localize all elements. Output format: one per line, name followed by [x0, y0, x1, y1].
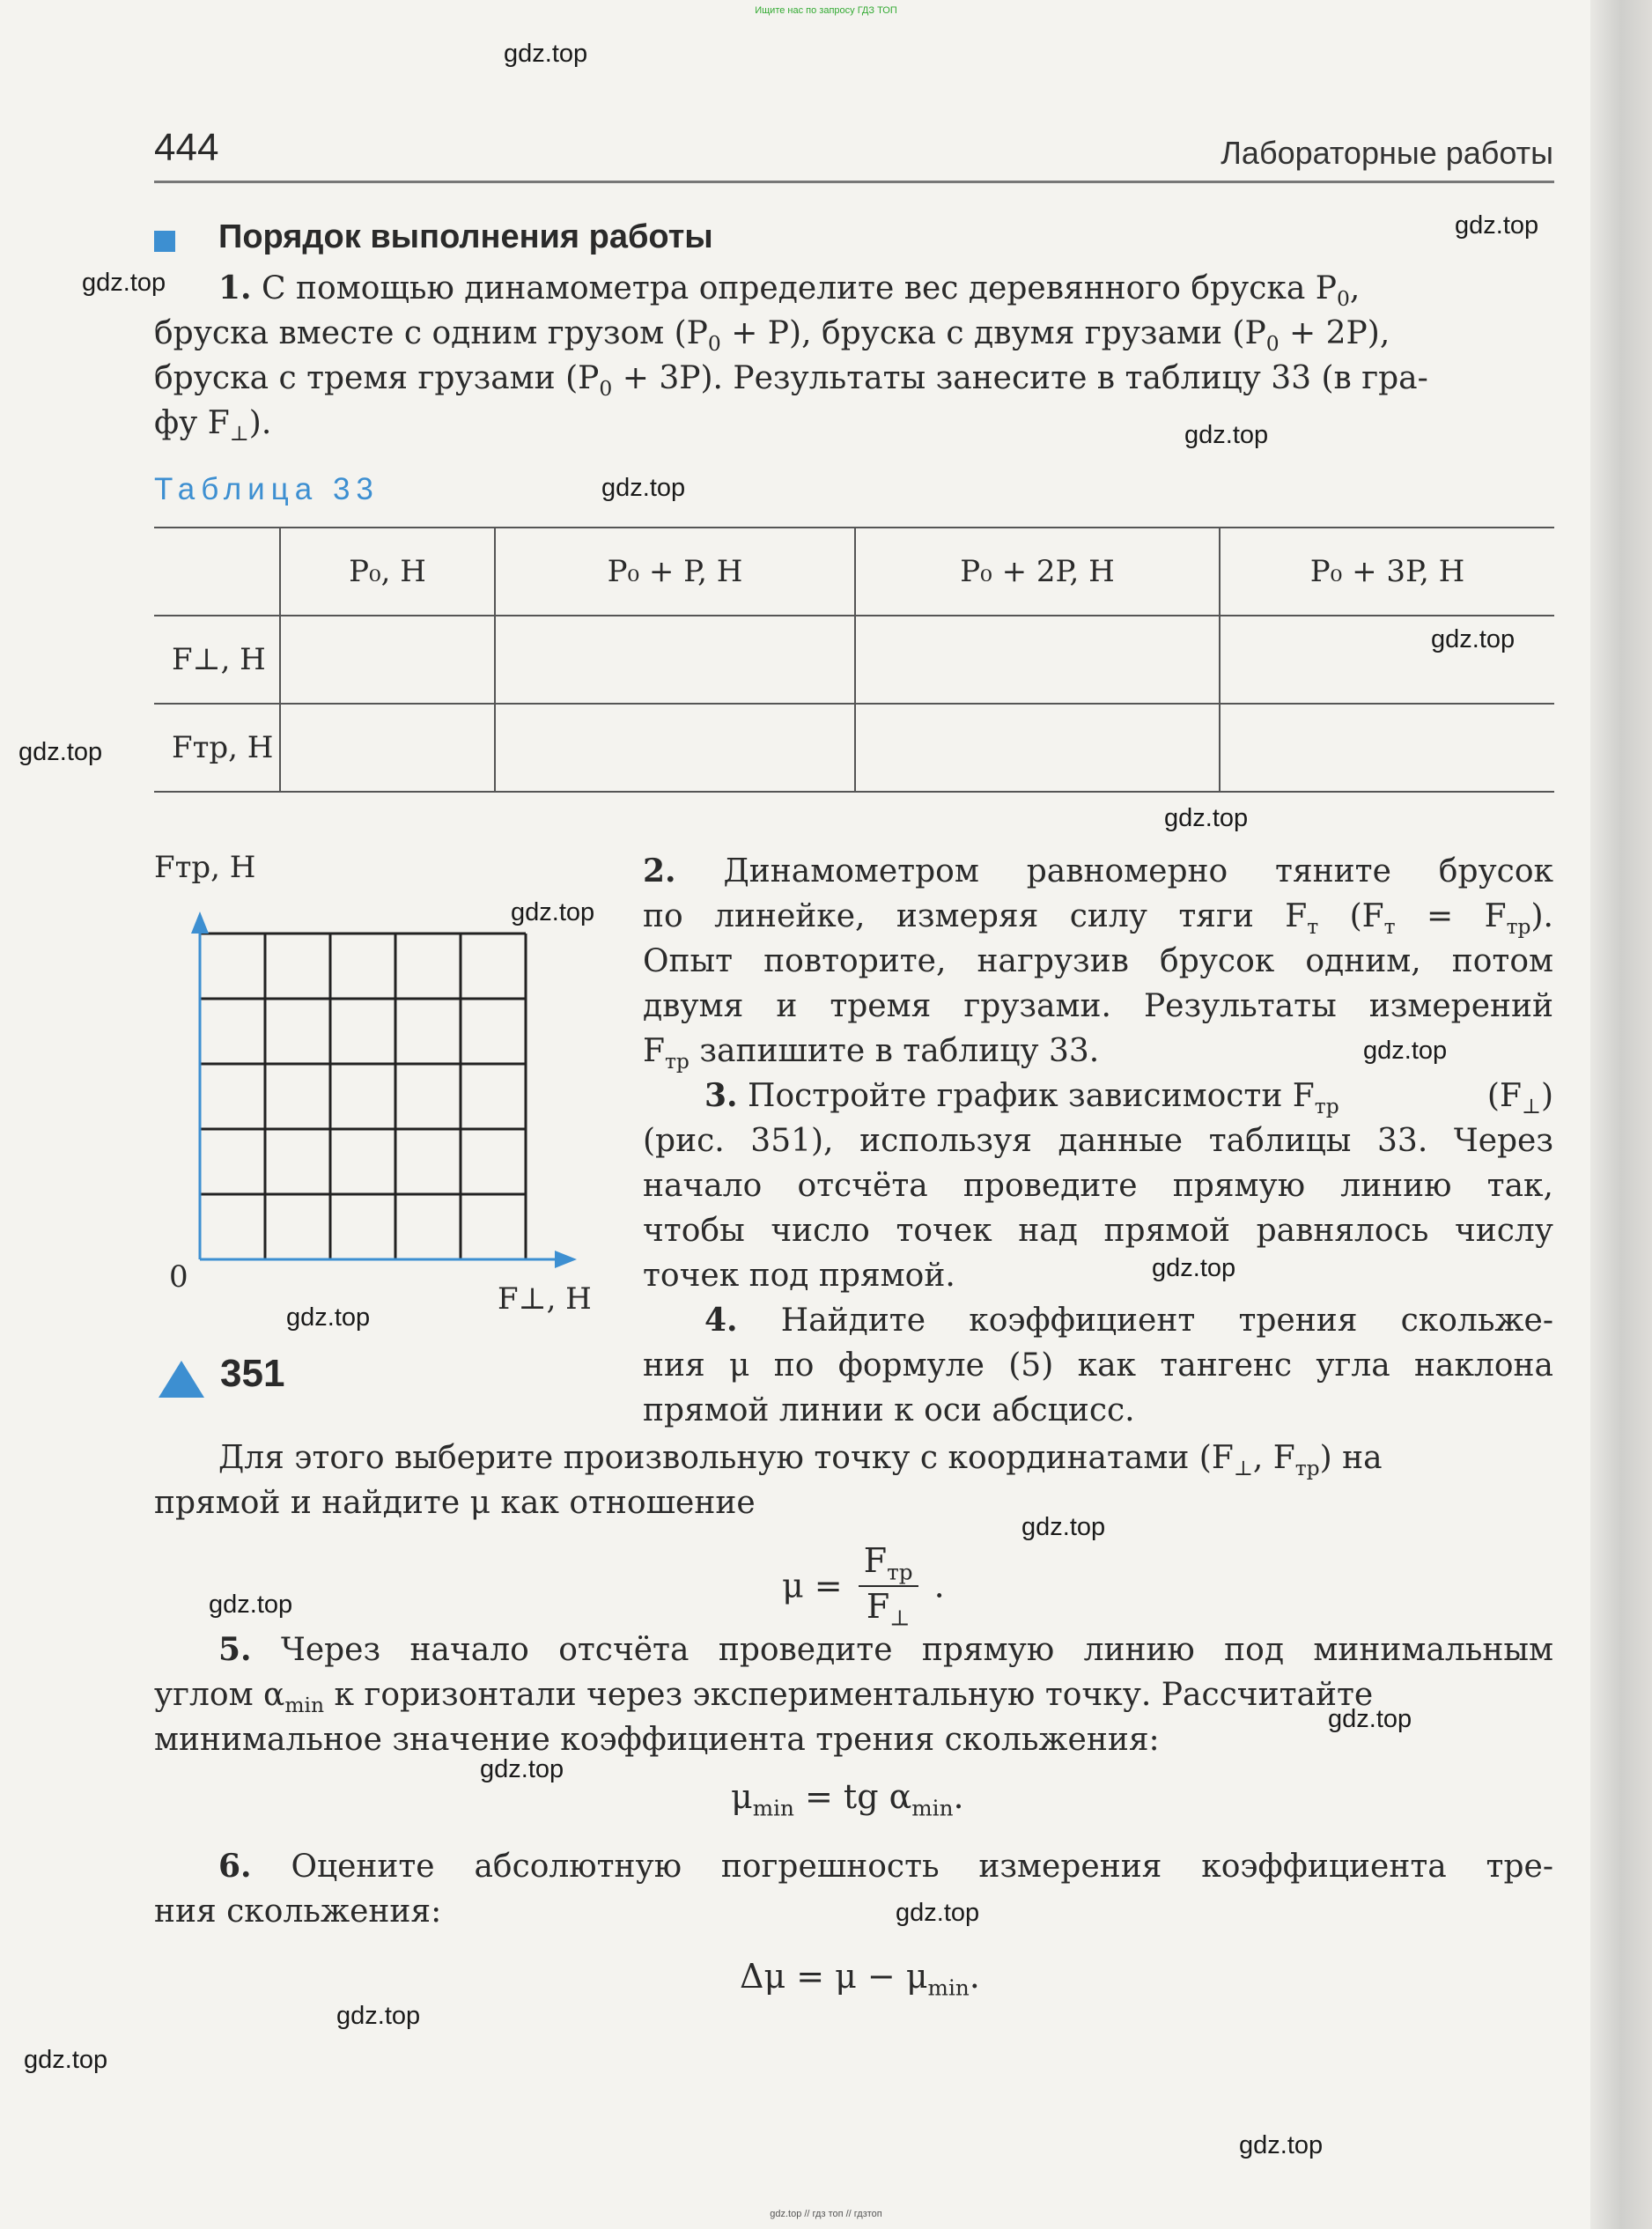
watermark: gdz.top	[511, 898, 595, 926]
watermark: gdz.top	[336, 2002, 421, 2030]
bottom-banner: gdz.top // гдз топ // гдзтоп	[770, 2209, 882, 2219]
watermark: gdz.top	[1431, 625, 1516, 653]
table-cell	[1220, 704, 1554, 792]
top-banner: Ищите нас по запросу ГДЗ ТОП	[755, 5, 897, 16]
formula-delta-mu: $\Delta\mu = \mu - \mu_{min}$.	[740, 1957, 980, 2001]
step-6-number: 6.	[218, 1848, 252, 1885]
step-3-line-3: начало отсчёта проведите прямую линию так,	[643, 1168, 1553, 1204]
step-5-text-2b: к горизонтали через экспериментальную точку. Рассчитайте	[324, 1677, 1374, 1713]
table-header-cell	[154, 528, 280, 616]
step-1-line-2: бруска вместе с одним грузом $(P_0 + P)$, бруска с двумя грузами $(P_0 + 2P)$,	[154, 315, 1390, 357]
step-3-number: 3.	[704, 1077, 738, 1114]
step-3-line-4: чтобы число точек над прямой равнялось числу	[643, 1213, 1553, 1249]
step-2-line-4: двумя и тремя грузами. Результаты измерений	[643, 988, 1553, 1024]
watermark: gdz.top	[209, 1591, 293, 1619]
step-2-line-3: Опыт повторите, нагрузив брусок одним, потом	[643, 943, 1553, 979]
step-1-text-3b: + 3P). Результаты занесите в таблицу 33 (в гра-	[612, 360, 1428, 396]
table-row	[154, 616, 1554, 704]
step-4-line-5: прямой и найдите μ как отношение	[154, 1485, 756, 1521]
watermark: gdz.top	[1021, 1513, 1106, 1541]
step-2-line-5: $F_{тр}$ запишите в таблицу 33.	[643, 1033, 1100, 1074]
step-5-text-1: Через начало отсчёта проведите прямую линию под минимальным	[281, 1632, 1553, 1668]
watermark: gdz.top	[504, 40, 588, 68]
watermark: gdz.top	[1164, 804, 1249, 832]
step-2-line-1	[643, 849, 1553, 894]
watermark: gdz.top	[1239, 2131, 1324, 2159]
watermark: gdz.top	[896, 1899, 980, 1927]
step-1-text-4: фу F	[154, 405, 230, 441]
step-2-text-5: запишите в таблицу 33.	[689, 1033, 1100, 1069]
table-cell	[495, 616, 855, 704]
figure-x-axis-label: F⊥, Н	[498, 1281, 592, 1317]
step-2-line-2: по линейке, измеряя силу тяги $F_т$ $(F_т = F_{тр})$.	[643, 898, 1554, 940]
figure-triangle-icon	[159, 1361, 204, 1398]
watermark: gdz.top	[82, 269, 166, 297]
table-caption: Таблица 33	[154, 472, 380, 506]
watermark: gdz.top	[601, 474, 686, 502]
step-4-line-1	[704, 1298, 1553, 1343]
step-4-line-4: Для этого выберите произвольную точку с координатами ($F_\perp$, $F_{тр}$) на	[218, 1440, 1383, 1481]
step-4-number: 4.	[704, 1302, 738, 1339]
formula-mu-ratio: μ = $F_{тр}$ $F_\perp$ .	[782, 1541, 945, 1631]
step-2-number: 2.	[643, 852, 676, 889]
step-1-text-3a: бруска с тремя грузами (P	[154, 360, 600, 396]
step-5-line-2: углом $\alpha_{min}$ к горизонтали через экспериментальную точку. Рассчитайте	[154, 1677, 1374, 1718]
header-rule	[154, 181, 1554, 183]
step-1-line-4: фу $F_\perp$).	[154, 405, 272, 447]
figure-grid	[200, 934, 526, 1259]
watermark: gdz.top	[480, 1755, 564, 1783]
x-axis-arrow-icon	[555, 1251, 577, 1268]
table-header-cell: P₀ + 2P, Н	[855, 528, 1220, 616]
table-cell	[855, 616, 1220, 704]
table-33	[154, 527, 1554, 793]
watermark: gdz.top	[24, 2046, 108, 2074]
step-4-line-3: прямой линии к оси абсцисс.	[643, 1392, 1135, 1428]
running-header: Лабораторные работы	[1221, 135, 1553, 171]
table-header-cell: P₀ + 3P, Н	[1220, 528, 1554, 616]
step-6-line-1	[218, 1844, 1553, 1889]
table-cell	[280, 616, 495, 704]
table-cell	[280, 704, 495, 792]
table-header-cell: P₀, Н	[280, 528, 495, 616]
step-1-text-1: С помощью динамометра определите вес деревянного бруска P	[262, 270, 1338, 306]
step-1-line-1: 1. С помощью динамометра определите вес деревянного бруска $P_0$,	[218, 269, 1361, 312]
step-2-text-1: Динамометром равномерно тяните брусок	[723, 853, 1553, 889]
step-1-text-2c: + 2P),	[1279, 315, 1390, 351]
step-2-text-2: по линейке, измеряя силу тяги F	[643, 898, 1308, 934]
section-square-icon	[154, 231, 175, 252]
watermark: gdz.top	[18, 738, 103, 766]
table-row-label: F⊥, Н	[154, 616, 280, 704]
figure-y-axis-label: Fтр, Н	[154, 850, 256, 885]
table-header-cell: P₀ + P, Н	[495, 528, 855, 616]
step-5-text-2a: углом α	[154, 1677, 285, 1713]
figure-351-plot	[154, 907, 594, 1277]
step-3-line-2: (рис. 351), используя данные таблицы 33. Через	[643, 1123, 1553, 1159]
step-5-line-3: минимальное значение коэффициента трения скольжения:	[154, 1722, 1160, 1758]
section-title: Порядок выполнения работы	[218, 218, 713, 255]
step-6-line-2: ния скольжения:	[154, 1893, 442, 1930]
step-1-text-2b: + P), бруска с двумя грузами (P	[720, 315, 1266, 351]
step-3-line-1: 3. Постройте график зависимости $F_{тр}$ $(F_\perp)$	[704, 1077, 1553, 1119]
watermark: gdz.top	[1328, 1705, 1412, 1733]
step-3-line-5: точек под прямой.	[643, 1258, 955, 1294]
step-1-line-3: бруска с тремя грузами $(P_0 + 3P)$. Результаты занесите в таблицу 33 (в гра-	[154, 360, 1428, 402]
step-1-text-2a: бруска вместе с одним грузом (P	[154, 315, 708, 351]
watermark: gdz.top	[286, 1303, 371, 1332]
figure-number: 351	[220, 1352, 285, 1395]
step-1-number: 1.	[218, 269, 252, 306]
table-header-row	[154, 528, 1554, 616]
page-number: 444	[154, 126, 219, 169]
watermark: gdz.top	[1455, 211, 1539, 240]
figure-origin-label: 0	[169, 1259, 188, 1295]
table-cell	[855, 704, 1220, 792]
watermark: gdz.top	[1184, 421, 1269, 449]
step-5-number: 5.	[218, 1631, 252, 1668]
table-cell	[495, 704, 855, 792]
y-axis-arrow-icon	[191, 912, 209, 934]
page-edge-shadow	[1590, 0, 1652, 2229]
step-6-text-1: Оцените абсолютную погрешность измерения коэффициента тре-	[291, 1849, 1553, 1885]
watermark: gdz.top	[1152, 1254, 1236, 1282]
step-4-text-4: Для этого выберите произвольную точку с координатами (F	[218, 1440, 1234, 1476]
watermark: gdz.top	[1363, 1037, 1448, 1065]
step-3-text-1: Постройте график зависимости F	[748, 1078, 1315, 1114]
step-4-text-1: Найдите коэффициент трения скольже-	[780, 1303, 1553, 1339]
formula-mu-min: $\mu_{min}$ = tg $\alpha_{min}$.	[731, 1777, 964, 1821]
table-row-label: Fтр, Н	[154, 704, 280, 792]
table-row	[154, 704, 1554, 792]
step-5-line-1	[218, 1627, 1553, 1672]
step-4-line-2: ния μ по формуле (5) как тангенс угла наклона	[643, 1347, 1553, 1384]
